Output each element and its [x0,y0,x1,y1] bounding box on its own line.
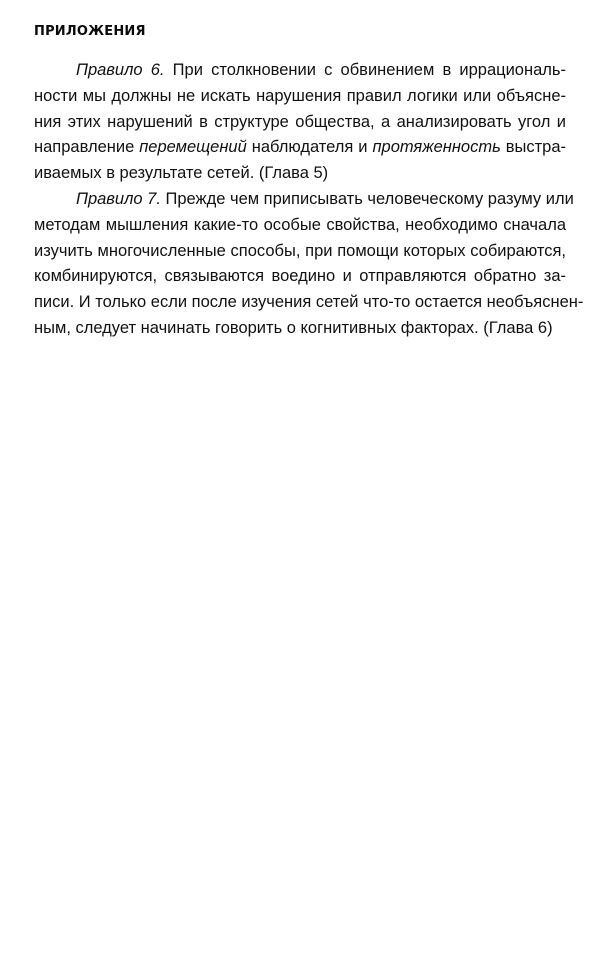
text-line [34,290,584,316]
text-span: направление [34,138,140,157]
text-span: ным, следует начинать говорить о когнитивных факторах. (Глава 6) [34,318,553,337]
emphasis-text: перемещений [139,138,247,157]
text-span: изучить многочисленные способы, при помощи которых собираются, [34,241,566,260]
emphasis-text: протяженность [372,138,501,157]
rule-6-paragraph [34,58,566,187]
text-span: писи. И только если после изучения сетей что-то остается необъяснен- [34,293,584,312]
text-span: методам мышления какие-то особые свойства, необходимо сначала [34,215,566,234]
text-line [34,58,566,84]
text-line [34,213,566,239]
rule-7-paragraph [34,187,584,342]
text-span: наблюдателя и [246,138,373,157]
text-line [34,239,566,265]
text-span: выстра- [500,138,566,157]
text-line [34,161,566,187]
text-span: Прежде чем приписывать человеческому разуму или [160,189,574,208]
text-span: ния этих нарушений в структуре общества, а анализировать угол и [34,112,566,131]
running-head: ПРИЛОЖЕНИЯ [34,24,146,39]
text-span: иваемых в результате сетей. (Глава 5) [34,164,329,183]
text-span: комбинируются, связываются воедино и отправляются обратно за- [34,267,566,286]
text-span: При столкновении с обвинением в иррациональ- [164,61,566,79]
text-line [34,187,574,213]
text-line [34,135,566,161]
rule-label: Правило 7. [76,189,161,208]
rule-label: Правило 6. [76,61,165,79]
text-line [34,84,566,110]
text-span: ности мы должны не искать нарушения правил логики или объясне- [34,86,566,105]
body-text [34,58,584,342]
text-line [34,316,566,342]
text-line [34,110,566,136]
text-line [34,264,566,290]
